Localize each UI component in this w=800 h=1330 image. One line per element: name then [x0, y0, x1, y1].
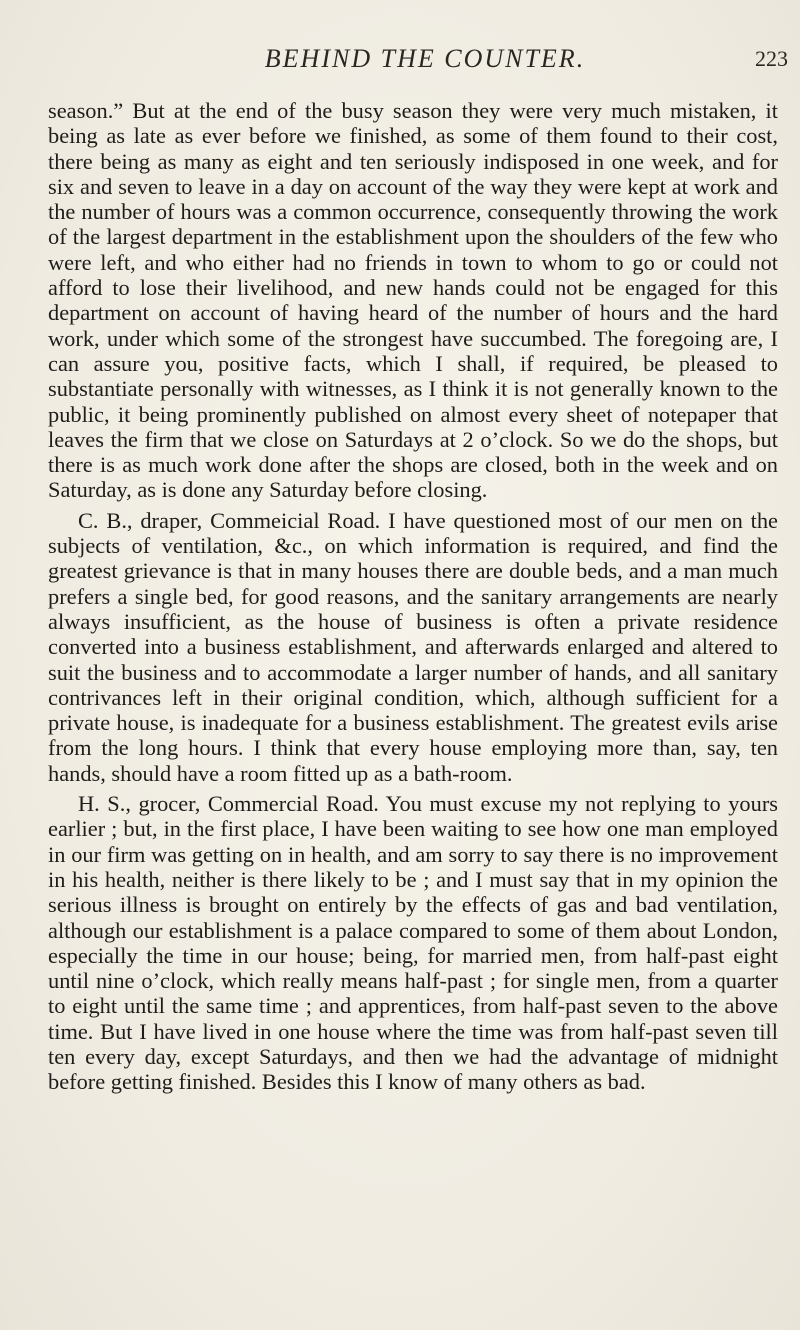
- running-title: BEHIND THE COUNTER.: [264, 44, 586, 73]
- paragraph-hs-grocer: H. S., grocer, Commercial Road. You must excuse my not replying to yours earlier ; but, in the first place, I have been waiting to see how one man employed in our firm was getting on in health, and am sorry to say there is no improvement in his health, neither is there likely to be ; and I must say that in my opinion the serious illness is brought on entirely by the effects of gas and bad ventilation, although our establishment is a palace compared to some of them about London, especially the time in our house; being, for married men, from half-past eight until nine o’clock, which really means half-past ; for single men, from a quarter to eight until the same time ; and apprentices, from half-past seven to the above time. But I have lived in one house where the time was from half-past seven till ten every day, except Saturdays, and then we had the advantage of midnight before getting finished. Besides this I know of many others as bad.: [48, 791, 778, 1095]
- paragraph-cb-draper: C. B., draper, Commeicial Road. I have questioned most of our men on the subjects of ventilation, &c., on which information is required, and find the greatest grievance is that in many houses there are double beds, and a man much prefers a single bed, for good reasons, and the sanitary arrangements are nearly always insufficient, as the house of business is often a private residence converted into a business establishment, and afterwards enlarged and altered to suit the business and to accommodate a larger number of hands, and all sanitary contrivances left in their original condition, which, although sufficient for a private house, is inadequate for a business establishment. The greatest evils arise from the long hours. I think that every house employing more than, say, ten hands, should have a room fitted up as a bath-room.: [48, 507, 778, 786]
- page-number: 223: [755, 46, 788, 71]
- paragraph-continuation: season.” But at the end of the busy season they were very much mistaken, it being as late as ever before we finished, as some of them found to their cost, there being as many as eight and ten seriously indisposed in one week, and for six and seven to leave in a day on account of the way they were kept at work and the number of hours was a common occurrence, consequently throwing the work of the largest department in the establishment upon the shoulders of the few who were left, and who either had no friends in town to whom to go or could not afford to lose their livelihood, and new hands could not be engaged for this department on account of having heard of the number of hours and the hard work, under which some of the strongest have succumbed. The foregoing are, I can assure you, positive facts, which I shall, if required, be pleased to substantiate personally with witnesses, as I think it is not generally known to the public, it being prominently published on almost every sheet of notepaper that leaves the firm that we close on Saturdays at 2 o’clock. So we do the shops, but there is as much work done after the shops are closed, both in the week and on Saturday, as is done any Saturday before closing.: [48, 98, 778, 503]
- body-text: [48, 98, 778, 1100]
- page-header: [62, 44, 788, 76]
